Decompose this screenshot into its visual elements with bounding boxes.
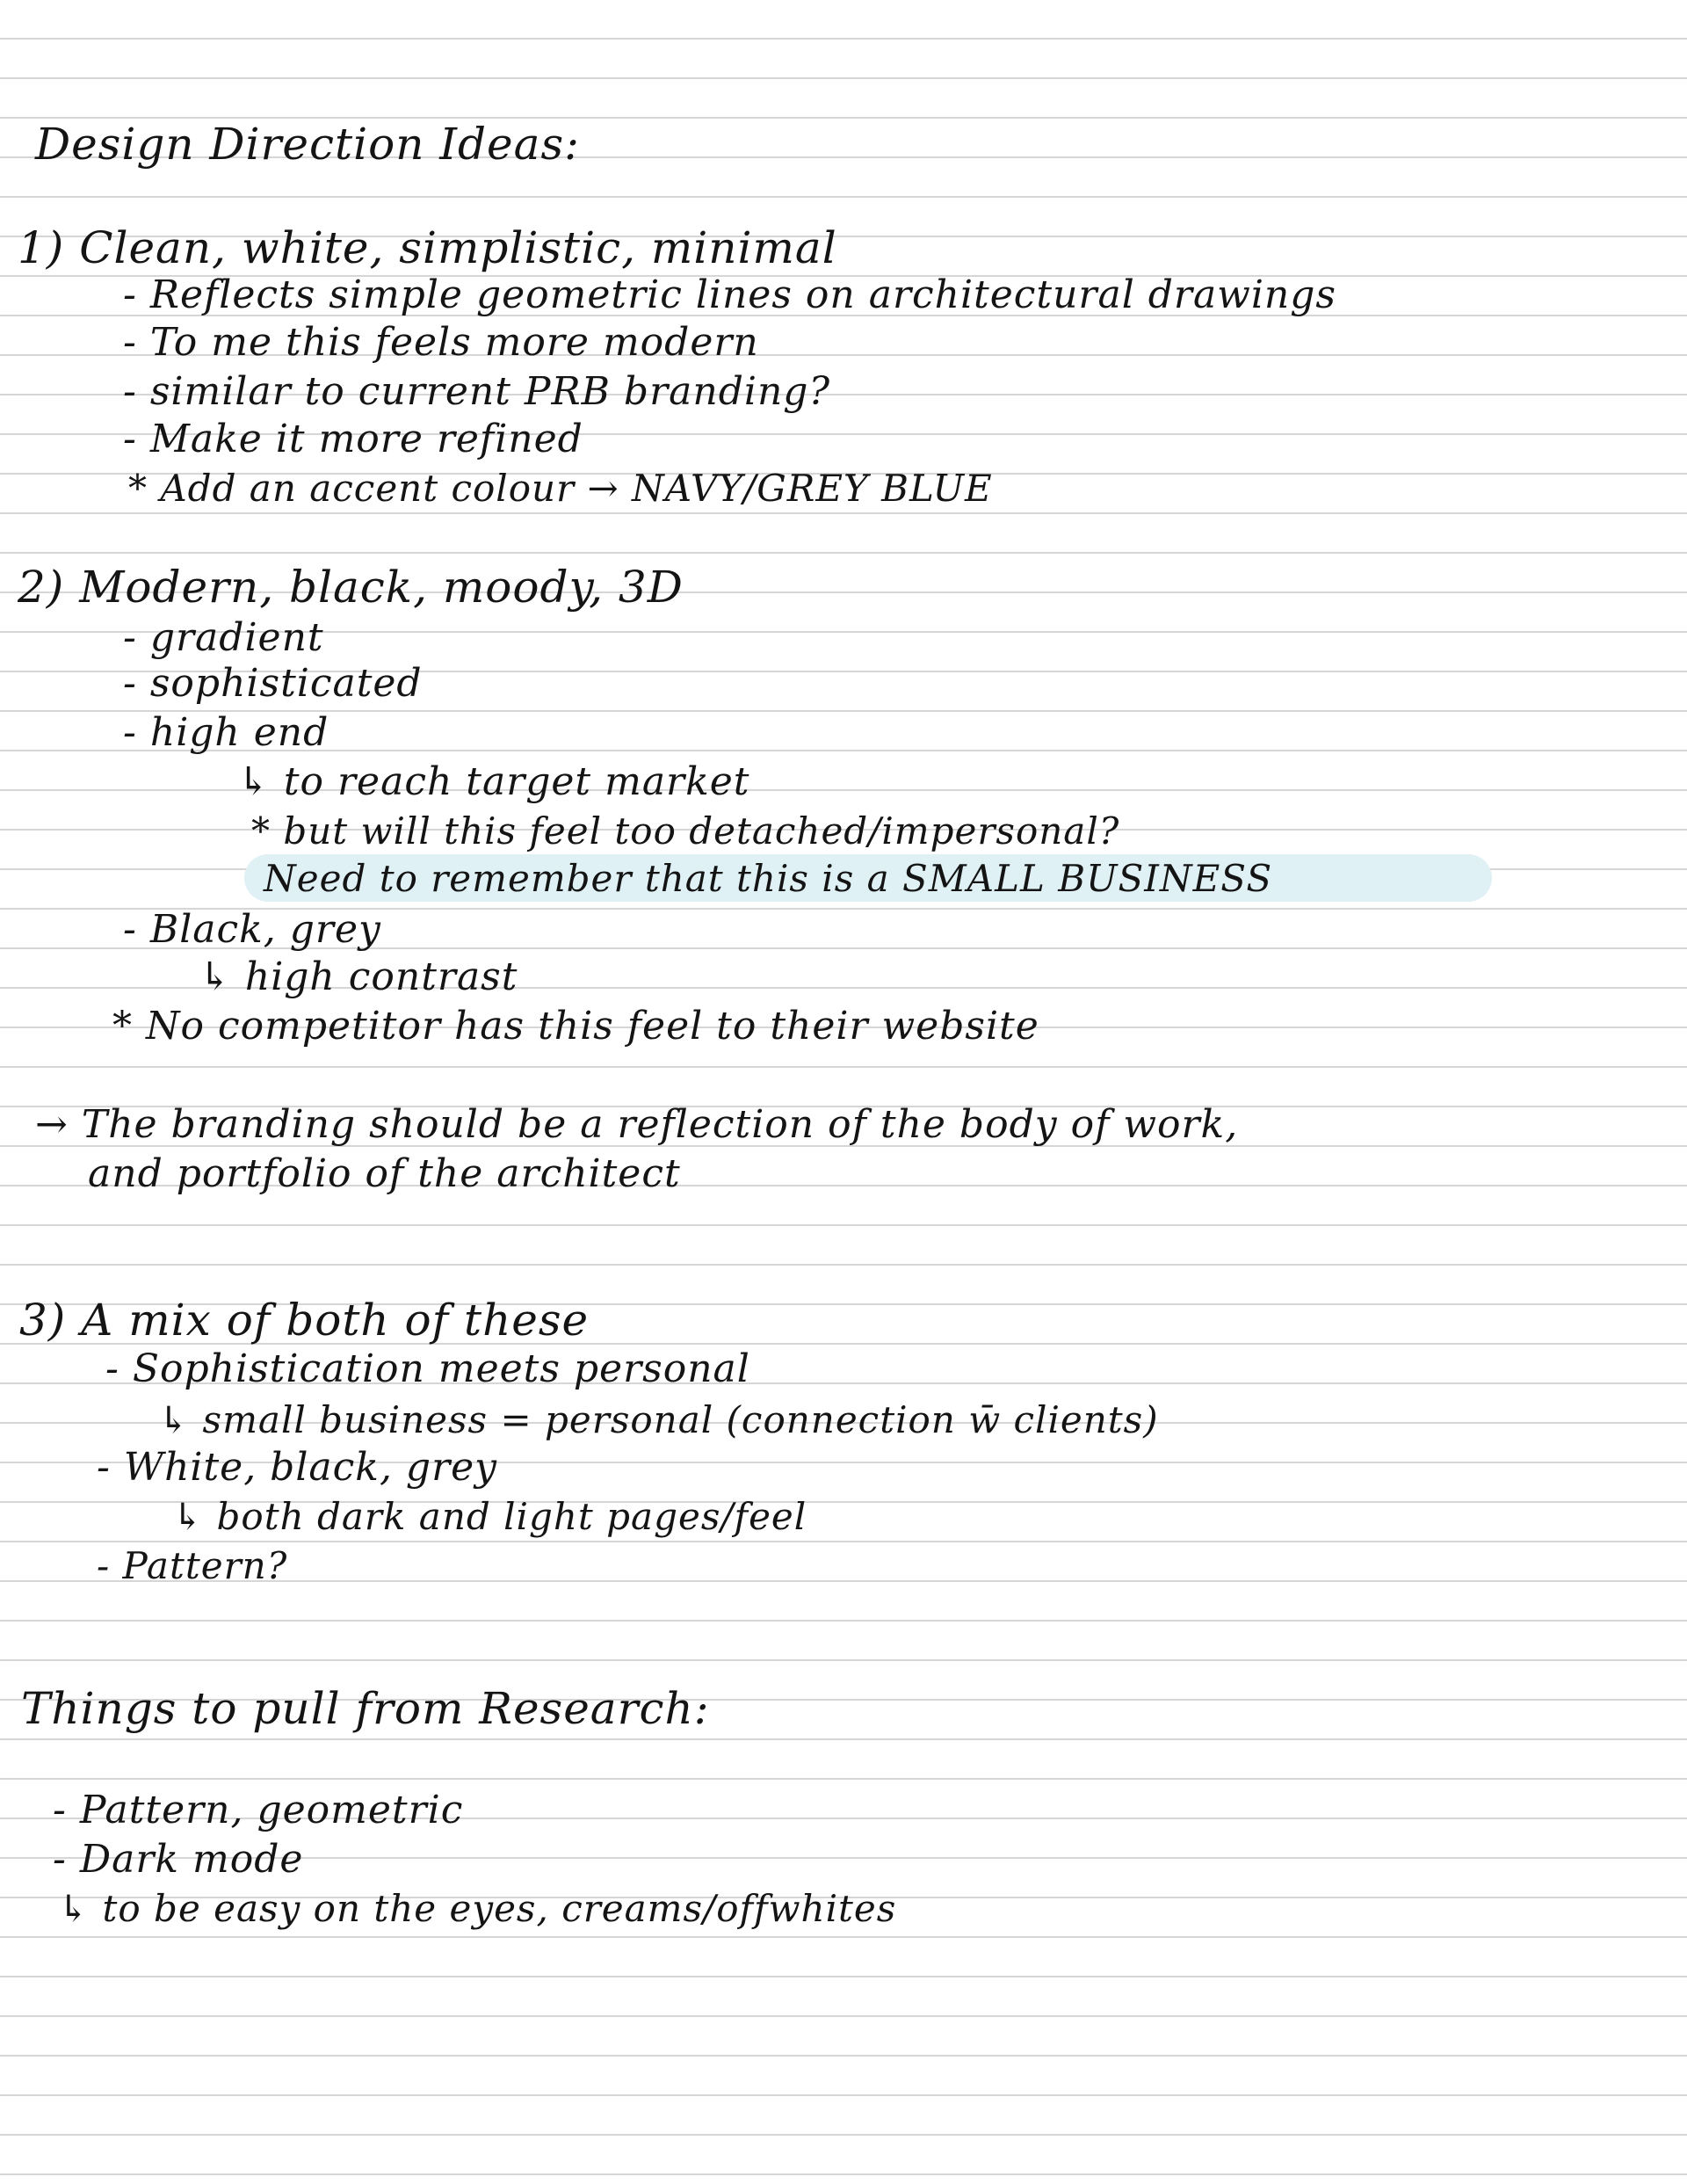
research-heading: Things to pull from Research: (21, 1683, 710, 1734)
section-3-subpoint: ↳ small business = personal (connection w̄ clients) (158, 1398, 1159, 1441)
research-point: - Pattern, geometric (53, 1788, 464, 1832)
section-2-question: * but will this feel too detached/impersonal? (251, 809, 1120, 853)
page-title: Design Direction Ideas: (35, 119, 580, 170)
section-1-point: - similar to current PRB branding? (123, 369, 831, 414)
section-2-point: - high end (123, 710, 329, 755)
branding-note-line-2: and portfolio of the architect (88, 1151, 681, 1196)
section-2-subpoint: ↳ high contrast (199, 954, 518, 999)
section-2-subpoint: ↳ to reach target market (237, 759, 750, 804)
section-2-point: - gradient (123, 615, 324, 660)
section-2-highlighted-note: Need to remember that this is a SMALL BUSINESS (264, 857, 1273, 900)
section-3-point: - White, black, grey (97, 1445, 498, 1490)
section-2-heading: 2) Modern, black, moody, 3D (18, 562, 684, 613)
section-2-point: * No competitor has this feel to their website (112, 1004, 1039, 1048)
section-3-point: - Sophistication meets personal (105, 1346, 750, 1391)
research-subpoint: ↳ to be easy on the eyes, creams/offwhites (58, 1887, 897, 1930)
section-3-subpoint: ↳ both dark and light pages/feel (172, 1495, 807, 1538)
branding-note-line-1: → The branding should be a reflection of the body of work, (35, 1102, 1239, 1147)
section-1-point: - To me this feels more modern (123, 320, 759, 365)
section-3-heading: 3) A mix of both of these (19, 1295, 590, 1346)
section-1-heading: 1) Clean, white, simplistic, minimal (18, 222, 837, 273)
section-1-point: - Reflects simple geometric lines on architectural drawings (123, 272, 1336, 317)
research-point: - Dark mode (53, 1837, 304, 1882)
section-3-point: - Pattern? (97, 1544, 288, 1587)
section-2-point: - Black, grey (123, 907, 381, 952)
section-1-point: - Make it more refined (123, 417, 583, 461)
section-2-point: - sophisticated (123, 661, 423, 706)
section-1-point: * Add an accent colour → NAVY/GREY BLUE (128, 467, 993, 510)
